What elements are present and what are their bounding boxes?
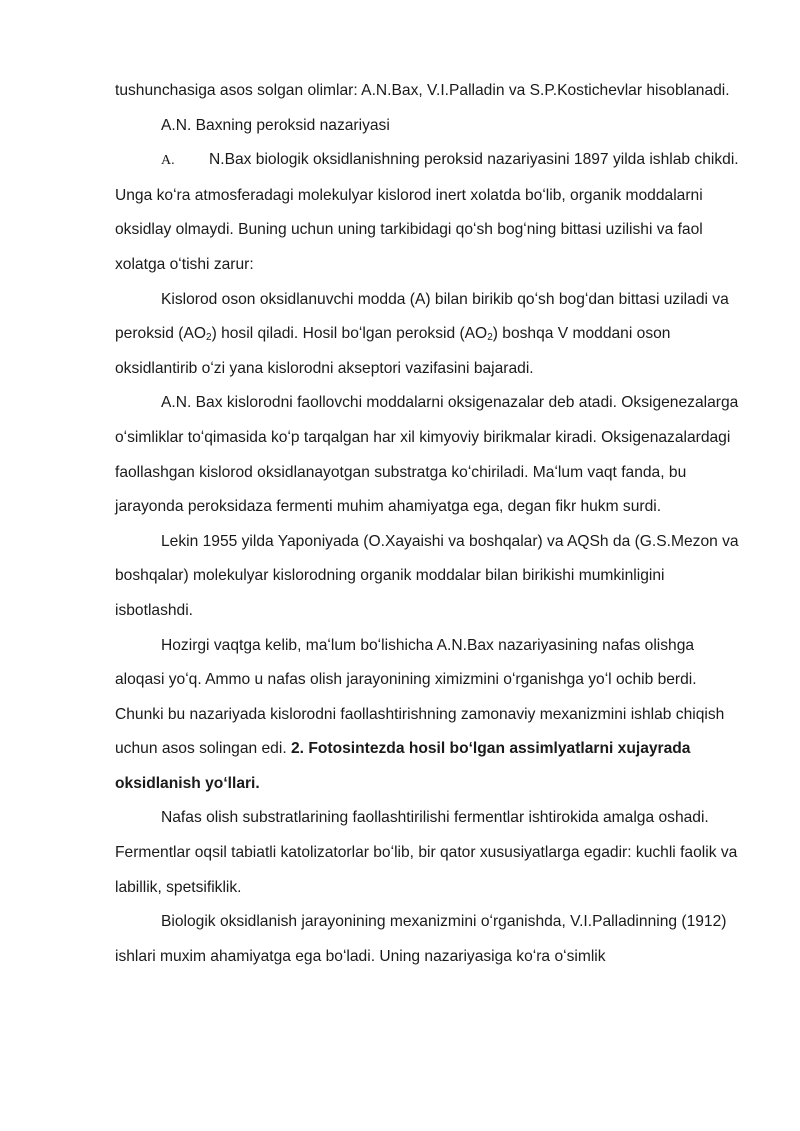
section-heading-2: 2. Fotosintezda hosil boʻlgan assimlyatlarni xujayrada oksidlanish yoʻllari. (115, 740, 691, 792)
paragraph-intro: tushunchasiga asos solgan olimlar: A.N.Bax, V.I.Palladin va S.P.Kostichevlar hisoblanadi. (115, 82, 730, 99)
list-marker: A. (161, 153, 175, 169)
paragraph-peroxide-text-2: ) hosil qiladi. Hosil boʻlgan peroksid (AO (211, 325, 488, 343)
paragraph-current-view (115, 629, 740, 802)
paragraph-peroxide-text-1: Kislorod oson oksidlanuvchi modda (A) bilan birikib qoʻsh bogʻdan bittasi uziladi va peroksid (AO (115, 290, 729, 343)
paragraph-bax-theory-text: N.Bax biologik oksidlanishning peroksid nazariyasini 1897 yilda ishlab chikdi. Unga koʻra atmosferadagi molekulyar kislorod inert xolatda boʻlib, organik moddalarni oksidlay olmaydi. Buning uchun uning tarkibidagi qoʻsh bogʻning bittasi uzilishi va faol xolatga oʻtishi zarur: (115, 151, 739, 273)
paragraph-enzymes: Nafas olish substratlarining faollashtirilishi fermentlar ishtirokida amalga oshadi. Fermentlar oqsil tabiatli katolizatorlar boʻlib, bir qator xususiyatlarga egadir: kuchli faolik va labillik, spetsifiklik. (115, 809, 738, 896)
section-heading: A.N. Baxning peroksid nazariyasi (161, 116, 390, 134)
paragraph-palladin: Biologik oksidlanish jarayonining mexanizmini oʻrganishda, V.I.Palladinning (1912) ishlari muxim ahamiyatga ega boʻladi. Uning nazariyasiga koʻra oʻsimlik (115, 913, 727, 965)
paragraph-peroxide-text-3: ) boshqa V moddani oson oksidlantirib oʻzi yana kislorodni akseptori vazifasini bajaradi. (115, 325, 671, 377)
paragraph-bax-theory (115, 143, 740, 282)
subscript-2: 2 (487, 332, 493, 344)
paragraph-current-view-text: Hozirgi vaqtga kelib, maʻlum boʻlishicha A.N.Bax nazariyasining nafas olishga aloqasi yoʻq. Ammo u nafas olish jarayonining ximizmini oʻrganishga yoʻl ochib berdi. Chunki bu nazariyada kislorodni faollashtirishning zamonaviy mexanizmini ishlab chiqish uchun asos solingan edi. (115, 636, 725, 758)
paragraph-peroxide (115, 283, 740, 387)
paragraph-1955: Lekin 1955 yilda Yaponiyada (O.Xayaishi va boshqalar) va AQSh da (G.S.Mezon va boshqalar) molekulyar kislorodning organik moddalar bilan birikishi mumkinligini isbotlashdi. (115, 532, 739, 619)
subscript-2: 2 (206, 332, 212, 344)
paragraph-oxygenases: A.N. Bax kislorodni faollovchi moddalarni oksigenazalar deb atadi. Oksigenezalarga oʻsimliklar toʻqimasida koʻp tarqalgan har xil kimyoviy birikmalar kiradi. Oksigenazalardagi faollashgan kislorod oksidlanayotgan substratga koʻchiriladi. Maʻlum vaqt fanda, bu jarayonda peroksidaza fermenti muhim ahamiyatga ega, degan fikr hukm surdi. (115, 394, 739, 516)
document-page (115, 74, 740, 974)
